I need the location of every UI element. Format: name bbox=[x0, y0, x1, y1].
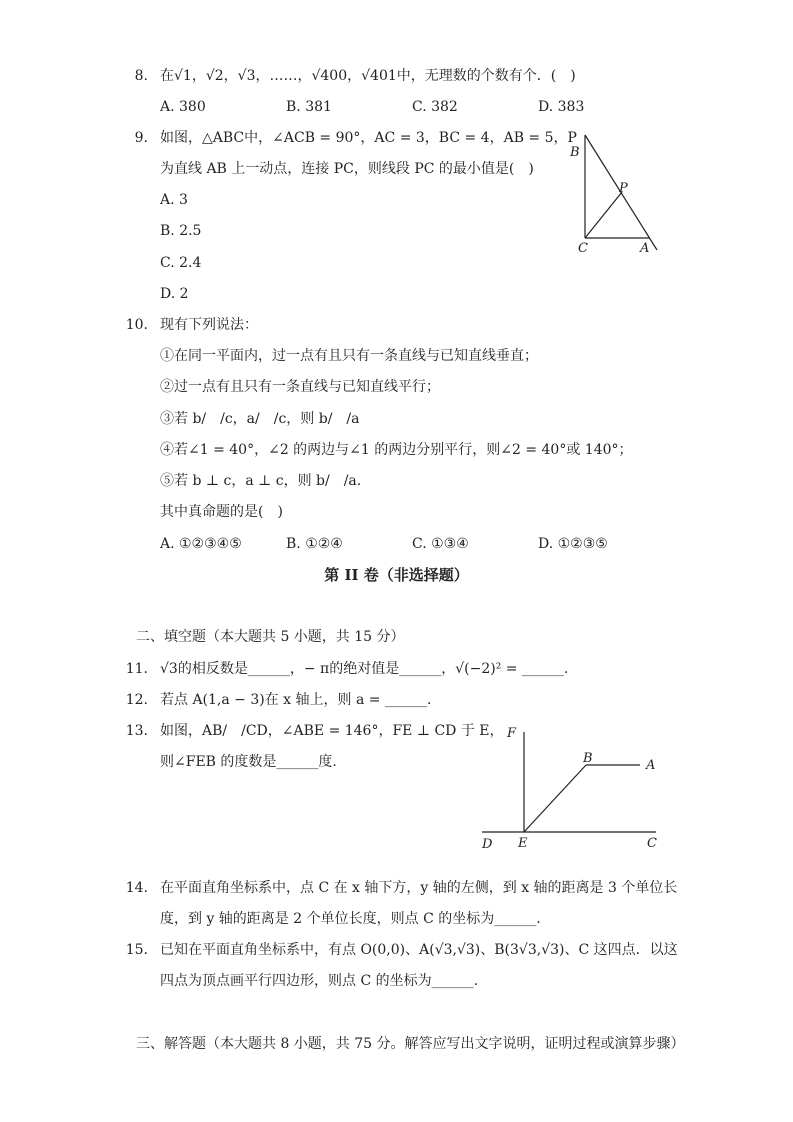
statement-4: ④若∠1 = 40°，∠2 的两边与∠1 的两边分别平行，则∠2 = 40°或 140°； bbox=[160, 442, 633, 458]
question-text-line-1: 已知在平面直角坐标系中，有点 O(0,0)、A(√3,√3)、B(3√3,√3)、C 这四点．以这 bbox=[160, 942, 678, 958]
label-a: A bbox=[640, 241, 650, 256]
option-c: C. 2.4 bbox=[160, 255, 202, 271]
question-text: 若点 A(1,a − 3)在 x 轴上，则 a = ______. bbox=[160, 692, 432, 708]
option-b: B. 381 bbox=[286, 99, 332, 115]
option-d: D. 2 bbox=[160, 286, 189, 302]
question-number: 13. bbox=[125, 723, 148, 739]
label-d: D bbox=[482, 837, 493, 852]
triangle-figure bbox=[560, 130, 670, 260]
question-text-line-1: 在平面直角坐标系中，点 C 在 x 轴下方，y 轴的左侧，到 x 轴的距离是 3 个单位长 bbox=[160, 880, 678, 896]
option-c: C. 382 bbox=[412, 99, 458, 115]
label-c: C bbox=[647, 836, 657, 851]
question-number: 12. bbox=[125, 692, 148, 708]
option-b: B. 2.5 bbox=[160, 223, 202, 239]
section-heading: 三、解答题（本大题共 8 小题，共 75 分。解答应写出文字说明，证明过程或演算步骤） bbox=[136, 1036, 685, 1052]
question-number: 11. bbox=[125, 661, 148, 677]
option-a: A. 3 bbox=[160, 192, 188, 208]
question-intro: 现有下列说法： bbox=[160, 317, 258, 333]
option-c: C. ①③④ bbox=[412, 536, 469, 552]
part-title: 第 II 卷（非选择题） bbox=[324, 566, 469, 584]
label-e: E bbox=[518, 836, 528, 851]
question-text-line-1: 如图，△ABC中，∠ACB = 90°，AC = 3，BC = 4，AB = 5，P bbox=[160, 130, 577, 146]
question-text-line-2: 度，到 y 轴的距离是 2 个单位长度，则点 C 的坐标为______. bbox=[160, 911, 541, 927]
option-d: D. 383 bbox=[538, 99, 585, 115]
label-b: B bbox=[583, 751, 593, 766]
option-a: A. 380 bbox=[160, 99, 206, 115]
parallel-lines-figure bbox=[474, 720, 670, 856]
question-text: √3的相反数是______，− π的绝对值是______，√(−2)² = ______. bbox=[160, 661, 569, 677]
question-number: 15. bbox=[125, 942, 148, 958]
question-text-line-2: 四点为顶点画平行四边形，则点 C 的坐标为______. bbox=[160, 973, 479, 989]
question-text: 其中真命题的是( ) bbox=[160, 504, 283, 520]
label-p: P bbox=[619, 181, 628, 196]
question-text: 在√1，√2，√3，……，√400，√401中，无理数的个数有个．( ) bbox=[160, 68, 576, 84]
question-number: 9. bbox=[134, 130, 148, 146]
question-text-line-2: 则∠FEB 的度数是______度. bbox=[160, 754, 337, 770]
question-text-line-2: 为直线 AB 上一动点，连接 PC，则线段 PC 的最小值是( ) bbox=[160, 161, 534, 177]
segment-pc bbox=[585, 192, 622, 238]
section-heading: 二、填空题（本大题共 5 小题，共 15 分） bbox=[136, 629, 405, 645]
question-number: 10. bbox=[125, 317, 148, 333]
statement-1: ①在同一平面内，过一点有且只有一条直线与已知直线垂直； bbox=[160, 348, 538, 364]
line-eb bbox=[524, 765, 586, 832]
statement-2: ②过一点有且只有一条直线与已知直线平行； bbox=[160, 379, 440, 395]
label-b: B bbox=[570, 145, 580, 160]
option-d: D. ①②③⑤ bbox=[538, 536, 608, 552]
question-number: 14. bbox=[125, 880, 148, 896]
label-a: A bbox=[646, 758, 656, 773]
option-a: A. ①②③④⑤ bbox=[160, 536, 242, 552]
option-b: B. ①②④ bbox=[286, 536, 343, 552]
statement-3: ③若 b/ /c，a/ /c，则 b/ /a bbox=[160, 411, 360, 427]
question-number: 8. bbox=[134, 68, 148, 84]
question-text-line-1: 如图，AB/ /CD，∠ABE = 146°，FE ⊥ CD 于 E， bbox=[160, 723, 504, 739]
label-c: C bbox=[578, 241, 588, 256]
statement-5: ⑤若 b ⊥ c，a ⊥ c，则 b/ /a. bbox=[160, 473, 362, 489]
label-f: F bbox=[507, 726, 517, 741]
